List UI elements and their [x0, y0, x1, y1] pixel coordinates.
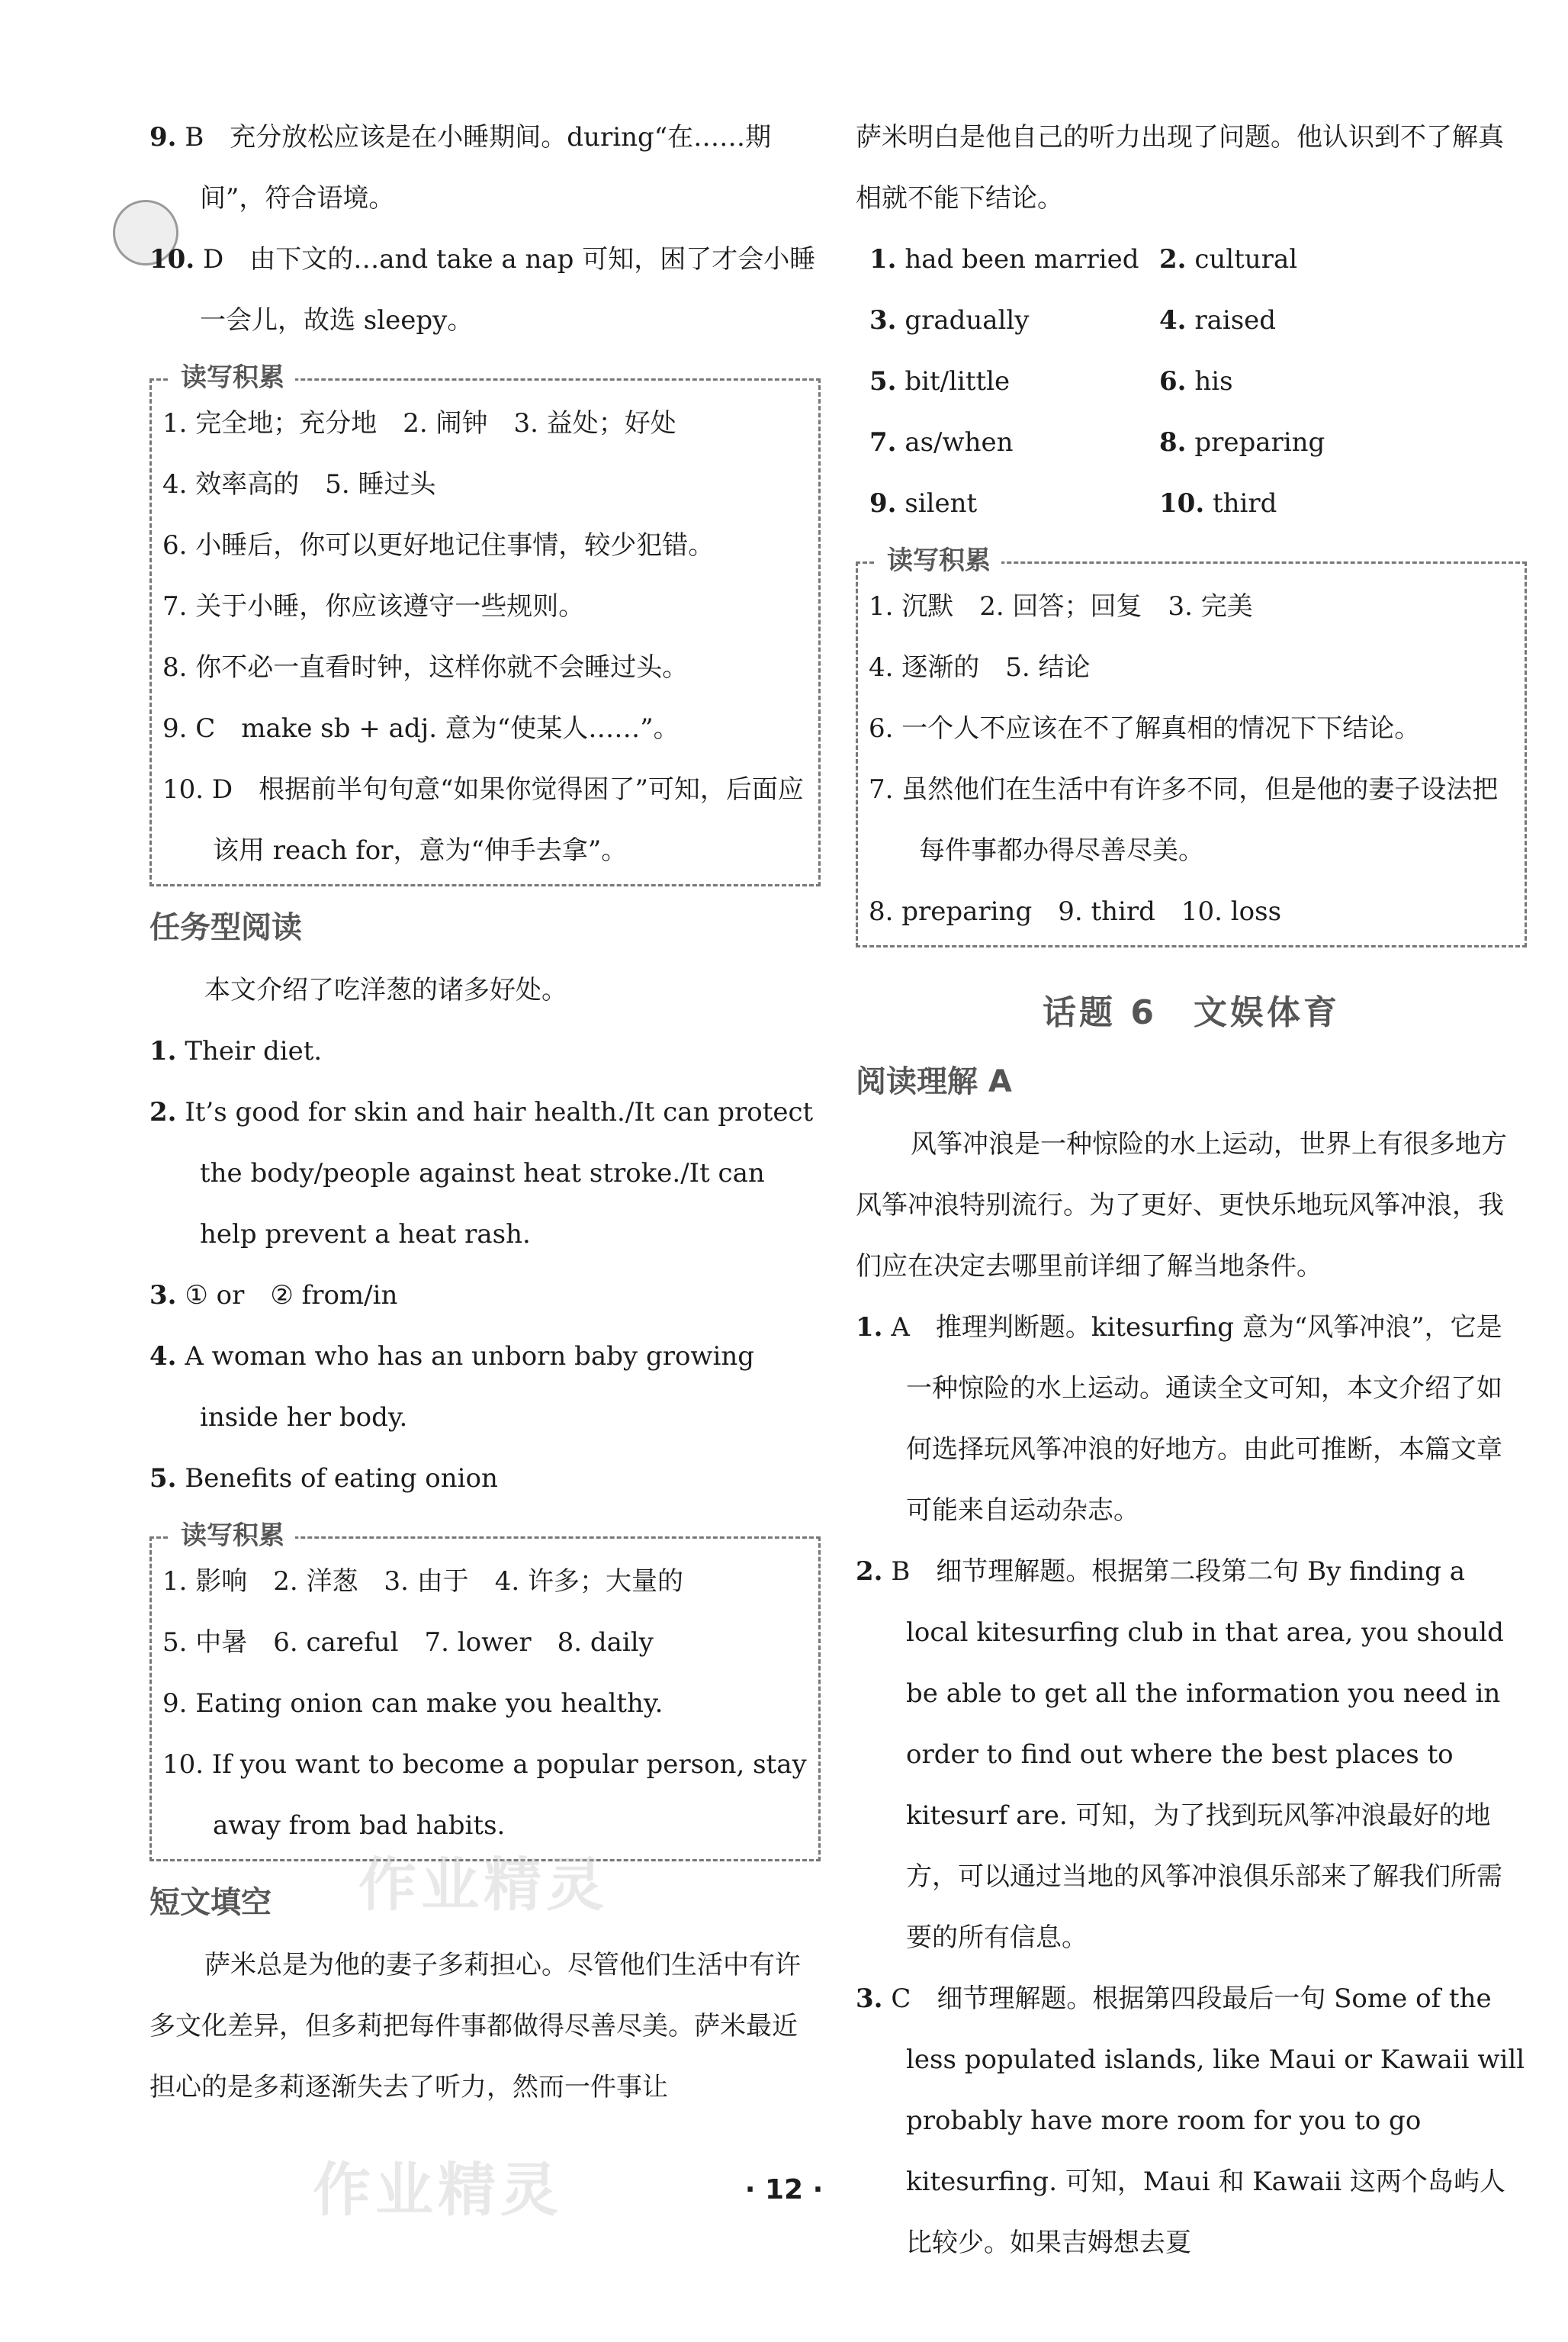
item-number: 9.	[149, 122, 177, 153]
right-column	[856, 107, 1527, 2273]
answer-cell	[869, 473, 1159, 534]
box-line: 4. 效率高的 5. 睡过头	[162, 469, 436, 500]
answer-item	[149, 1082, 821, 1265]
item-text: preparing	[1194, 427, 1325, 458]
answer-grid	[856, 229, 1527, 534]
reading-writing-box-3	[856, 545, 1527, 947]
answer-cell	[869, 229, 1159, 290]
item-text: It’s good for skin and hair health./It can protect the body/people against heat stroke./It can help prevent a heat rash.	[185, 1097, 814, 1250]
item-number: 3.	[869, 305, 897, 336]
item-number: 1.	[856, 1312, 883, 1343]
item-number: 7.	[869, 427, 897, 458]
item-number: 5.	[869, 366, 897, 397]
section-title-reading-a: 阅读理解 A	[856, 1064, 1012, 1099]
left-column	[149, 107, 821, 2118]
item-text: B 细节理解题。根据第二段第二句 By finding a local kitesurfing club in that area, you should be able to get all the information you need in order to find out where the best places to kitesurf are. 可知，为了找到玩风筝冲浪最好的地方，可以通过当地的风筝冲浪俱乐部来了解我们所需要的所有信息。	[891, 1556, 1504, 1953]
item-text: Benefits of eating onion	[185, 1463, 498, 1494]
item-number: 4.	[149, 1341, 177, 1372]
item-text: gradually	[904, 305, 1030, 336]
item-text: as/when	[904, 427, 1014, 458]
section-title-cloze: 短文填空	[149, 1885, 272, 1920]
item-number: 8.	[1159, 427, 1187, 458]
section-summary: 本文介绍了吃洋葱的诸多好处。	[204, 975, 567, 1005]
section-summary: 萨米总是为他的妻子多莉担心。尽管他们生活中有许多文化差异，但多莉把每件事都做得尽善尽美。萨米最近担心的是多莉逐渐失去了听力，然而一件事让	[149, 1950, 801, 2102]
section-summary: 风筝冲浪是一种惊险的水上运动，世界上有很多地方风筝冲浪特别流行。为了更好、更快乐地玩风筝冲浪，我们应在决定去哪里前详细了解当地条件。	[856, 1129, 1507, 1282]
item-number: 10.	[1159, 488, 1205, 519]
answer-cell	[1159, 351, 1449, 412]
box-line: 8. 你不必一直看时钟，这样你就不会睡过头。	[162, 652, 689, 683]
item-number: 5.	[149, 1463, 177, 1494]
box-line: 9. Eating onion can make you healthy.	[162, 1688, 664, 1719]
box-line: 1. 沉默 2. 回答；回复 3. 完美	[869, 591, 1253, 622]
answer-item	[149, 1265, 821, 1326]
item-number: 4.	[1159, 305, 1187, 336]
box-label: 读写积累	[170, 359, 295, 396]
answer-item	[149, 1021, 821, 1082]
box-line: 9. C make sb + adj. 意为“使某人……”。	[162, 713, 680, 744]
item-text: Their diet.	[185, 1036, 323, 1066]
item-text: A woman who has an unborn baby growing inside her body.	[185, 1341, 755, 1433]
cloze-summary-continued: 萨米明白是他自己的听力出现了问题。他认识到不了解真相就不能下结论。	[856, 122, 1504, 214]
item-number: 2.	[856, 1556, 883, 1587]
answer-item	[856, 1541, 1527, 1968]
item-text: bit/little	[904, 366, 1011, 397]
box-line: 10. D 根据前半句句意“如果你觉得困了”可知，后面应该用 reach for，意为“伸手去拿”。	[162, 774, 804, 866]
answer-cell	[869, 290, 1159, 351]
box-label: 读写积累	[876, 542, 1001, 579]
answer-cell	[869, 412, 1159, 473]
answer-item-10	[149, 229, 821, 351]
box-line: 7. 虽然他们在生活中有许多不同，但是他的妻子设法把每件事都办得尽善尽美。	[869, 774, 1499, 866]
answer-item	[149, 1448, 821, 1509]
box-line: 7. 关于小睡，你应该遵守一些规则。	[162, 591, 585, 622]
item-number: 1.	[149, 1036, 177, 1066]
box-line: 1. 完全地；充分地 2. 闹钟 3. 益处；好处	[162, 408, 676, 439]
reading-writing-box-1	[149, 362, 821, 886]
answer-item	[856, 1297, 1527, 1541]
answer-cell	[1159, 473, 1449, 534]
box-line: 5. 中暑 6. careful 7. lower 8. daily	[162, 1627, 654, 1658]
box-line: 4. 逐渐的 5. 结论	[869, 652, 1091, 683]
item-number: 10.	[149, 244, 195, 275]
box-line: 1. 影响 2. 洋葱 3. 由于 4. 许多；大量的	[162, 1566, 683, 1597]
item-text: ① or ② from/in	[185, 1280, 398, 1311]
item-number: 2.	[1159, 244, 1187, 275]
page-number: · 12 ·	[744, 2174, 824, 2205]
item-text: his	[1194, 366, 1233, 397]
answer-item	[856, 1968, 1527, 2273]
item-number: 9.	[869, 488, 897, 519]
item-number: 3.	[149, 1280, 177, 1311]
item-number: 3.	[856, 1983, 883, 2014]
item-text: A 推理判断题。kitesurfing 意为“风筝冲浪”，它是一种惊险的水上运动。通读全文可知，本文介绍了如何选择玩风筝冲浪的好地方。由此可推断，本篇文章可能来自运动杂志。	[891, 1312, 1502, 1526]
topic-title: 话题 6 文娱体育	[1043, 993, 1340, 1032]
item-number: 6.	[1159, 366, 1187, 397]
item-text: B 充分放松应该是在小睡期间。during“在……期间”，符合语境。	[185, 122, 772, 214]
watermark: 作业精灵	[313, 2156, 563, 2224]
answer-cell	[1159, 412, 1449, 473]
box-line: 10. If you want to become a popular person, stay away from bad habits.	[162, 1749, 807, 1841]
section-title-task-reading: 任务型阅读	[149, 910, 302, 945]
item-text: cultural	[1194, 244, 1298, 275]
item-text: raised	[1194, 305, 1277, 336]
answer-cell	[1159, 290, 1449, 351]
item-number: 2.	[149, 1097, 177, 1128]
watermark: 作业精灵	[358, 1851, 609, 1919]
reading-writing-box-2	[149, 1520, 821, 1861]
box-line: 6. 一个人不应该在不了解真相的情况下下结论。	[869, 713, 1421, 744]
answer-cell	[869, 351, 1159, 412]
box-line: 8. preparing 9. third 10. loss	[869, 896, 1282, 927]
item-number: 1.	[869, 244, 897, 275]
item-text: third	[1212, 488, 1277, 519]
answer-item-9	[149, 107, 821, 229]
answer-item	[149, 1326, 821, 1448]
item-text: D 由下文的…and take a nap 可知，困了才会小睡一会儿，故选 sleepy。	[200, 244, 816, 336]
box-line: 6. 小睡后，你可以更好地记住事情，较少犯错。	[162, 530, 715, 561]
box-label: 读写积累	[170, 1517, 295, 1554]
item-text: had been married	[904, 244, 1139, 275]
item-text: silent	[904, 488, 978, 519]
item-text: C 细节理解题。根据第四段最后一句 Some of the less populated islands, like Maui or Kawaii will probably have more room for you to go kitesurfing. 可知，Maui 和 Kawaii 这两个岛屿人比较少。如果吉姆想去夏	[891, 1983, 1525, 2258]
answer-cell	[1159, 229, 1449, 290]
